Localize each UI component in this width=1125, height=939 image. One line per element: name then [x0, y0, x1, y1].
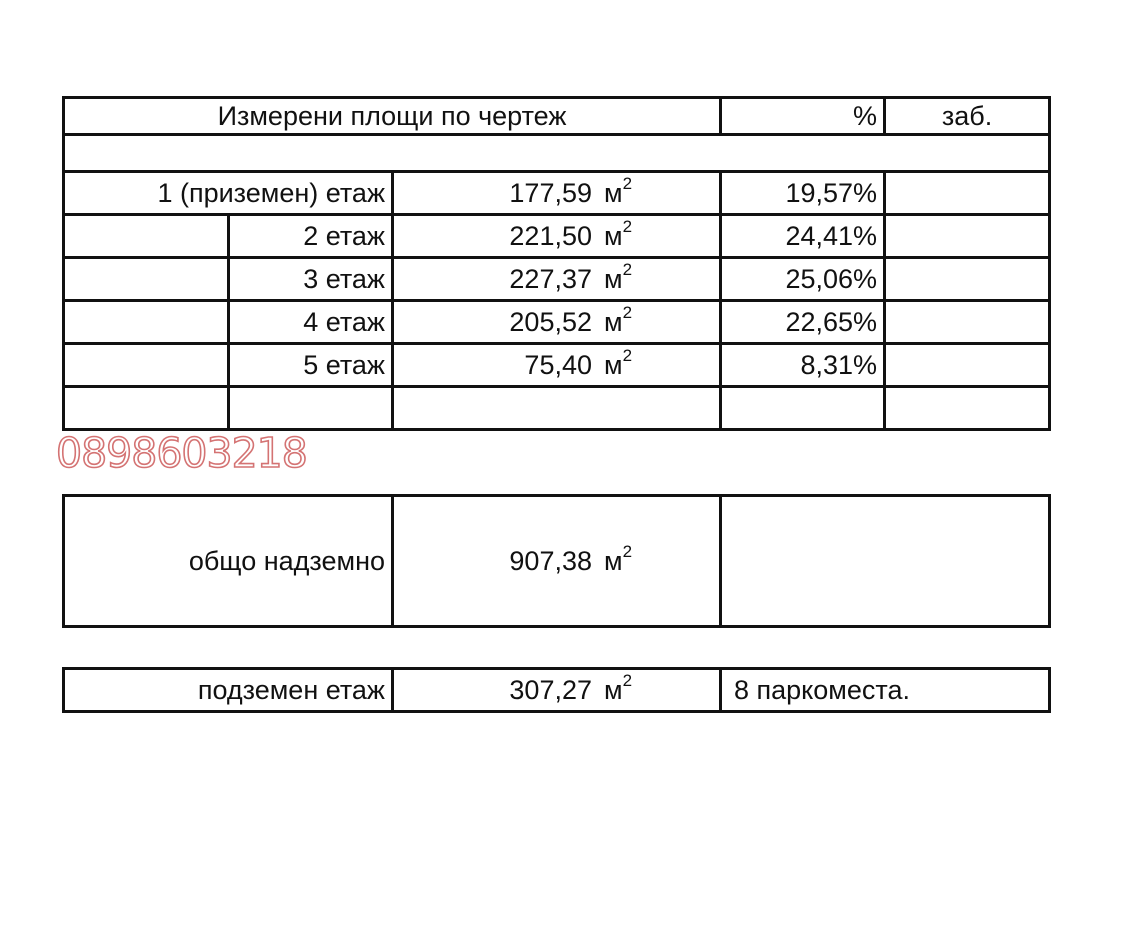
- area-cell: [393, 215, 721, 258]
- table-row: [64, 344, 1050, 387]
- parking-note: 8 паркоместа.: [721, 669, 1050, 712]
- percent-value: 8,31%: [721, 344, 885, 387]
- area-unit: $м^2$: [604, 174, 633, 208]
- underground-table: [62, 667, 1051, 713]
- area-value: 221,50: [509, 221, 592, 251]
- area-unit: $м^2$: [604, 217, 633, 251]
- empty-cell: [721, 387, 885, 430]
- floor-label: 2 етаж: [229, 215, 393, 258]
- table-row: [64, 215, 1050, 258]
- blank-row: [64, 135, 1050, 172]
- empty-cell: [393, 387, 721, 430]
- area-unit: $м^2$: [604, 542, 633, 576]
- area-cell: [393, 301, 721, 344]
- percent-value: 25,06%: [721, 258, 885, 301]
- total-area-cell: [393, 496, 721, 627]
- empty-cell: [64, 215, 229, 258]
- floor-label: 5 етаж: [229, 344, 393, 387]
- total-note-cell: [721, 496, 1050, 627]
- floor-label: 3 етаж: [229, 258, 393, 301]
- total-row: [64, 496, 1050, 627]
- floor-label: 4 етаж: [229, 301, 393, 344]
- percent-value: 24,41%: [721, 215, 885, 258]
- percent-value: 22,65%: [721, 301, 885, 344]
- note-cell: [885, 172, 1050, 215]
- note-header: заб.: [885, 98, 1050, 135]
- underground-area-value: 307,27: [509, 675, 592, 705]
- note-cell: [885, 258, 1050, 301]
- empty-cell: [229, 387, 393, 430]
- area-cell: [393, 172, 721, 215]
- header-row: [64, 98, 1050, 135]
- area-value: 177,59: [509, 178, 592, 208]
- floor-areas-table: [62, 96, 1051, 431]
- note-cell: [885, 301, 1050, 344]
- percent-value: 19,57%: [721, 172, 885, 215]
- empty-cell: [64, 344, 229, 387]
- table-title: Измерени площи по чертеж: [64, 98, 721, 135]
- area-unit: $м^2$: [604, 346, 633, 380]
- note-cell: [885, 215, 1050, 258]
- area-cell: [393, 344, 721, 387]
- phone-watermark: 0898603218: [56, 429, 307, 477]
- area-unit: $м^2$: [604, 303, 633, 337]
- table-row: [64, 301, 1050, 344]
- table-row: [64, 258, 1050, 301]
- table-row: [64, 172, 1050, 215]
- underground-area-cell: [393, 669, 721, 712]
- area-unit: $м^2$: [604, 260, 633, 294]
- empty-cell: [64, 387, 229, 430]
- area-value: 205,52: [509, 307, 592, 337]
- floor-label: 1 (приземен) етаж: [64, 172, 393, 215]
- empty-cell: [64, 301, 229, 344]
- total-area-table: [62, 494, 1051, 628]
- total-label: общо надземно: [64, 496, 393, 627]
- area-value: 227,37: [509, 264, 592, 294]
- total-area-value: 907,38: [509, 546, 592, 576]
- area-cell: [393, 258, 721, 301]
- underground-label: подземен етаж: [64, 669, 393, 712]
- empty-cell: [885, 387, 1050, 430]
- note-cell: [885, 344, 1050, 387]
- underground-row: [64, 669, 1050, 712]
- empty-cell: [64, 258, 229, 301]
- percent-header: %: [721, 98, 885, 135]
- area-unit: $м^2$: [604, 671, 633, 705]
- blank-cell: [64, 135, 1050, 172]
- area-value: 75,40: [524, 350, 592, 380]
- table-row-empty: [64, 387, 1050, 430]
